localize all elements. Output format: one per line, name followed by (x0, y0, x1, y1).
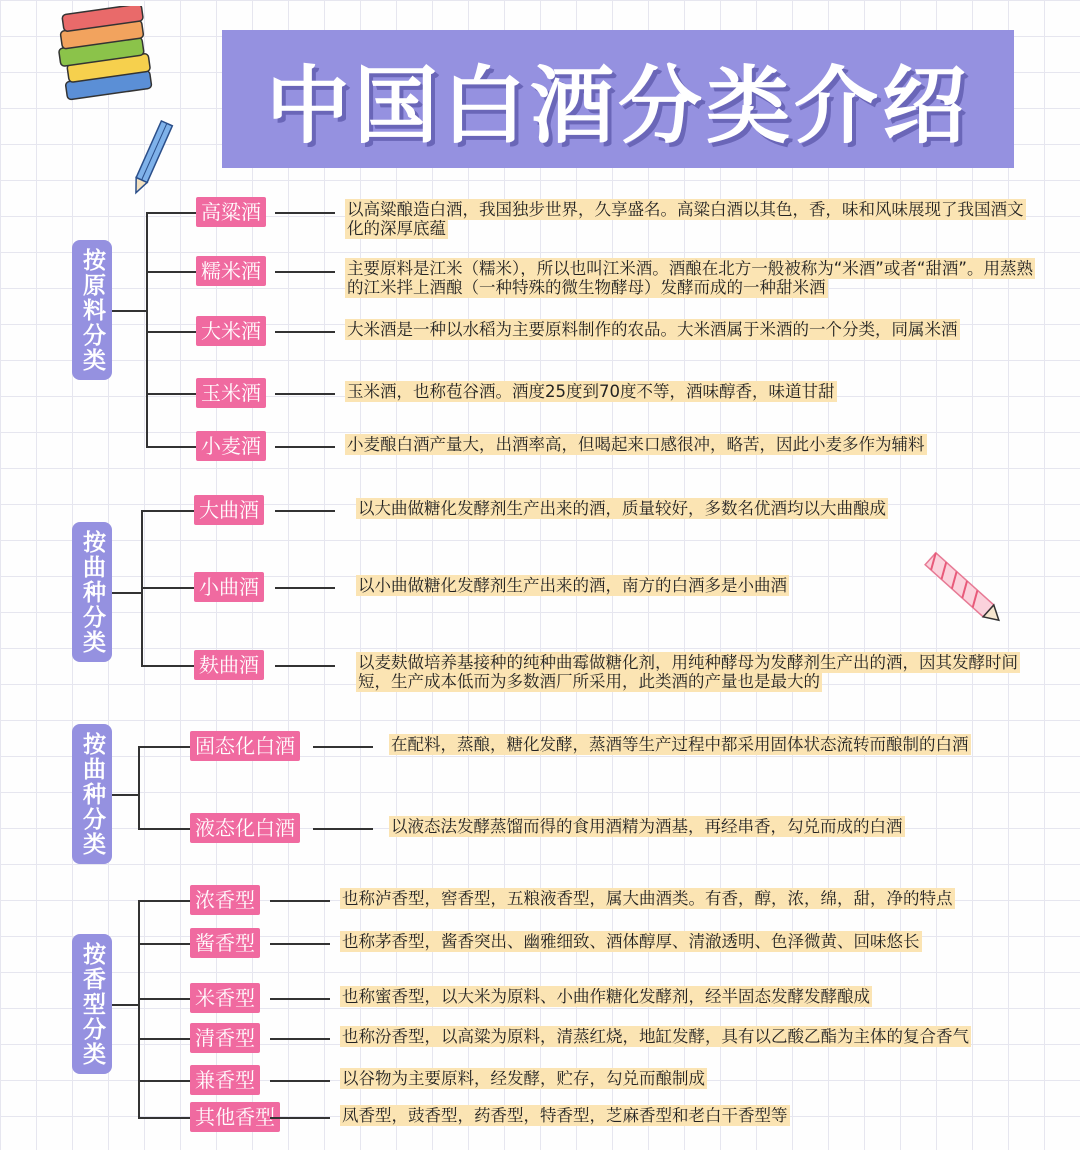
connector-line (138, 943, 190, 945)
type-description (389, 735, 1029, 754)
connector-line (138, 1080, 190, 1082)
type-description (340, 889, 1030, 908)
connector-line (270, 900, 330, 902)
description-text: 小麦酿白酒产量大，出酒率高，但喝起来口感很冲，略苦，因此小麦多作为辅料 (347, 435, 925, 454)
description-text: 也称茅香型，酱香突出、幽雅细致、酒体醇厚、清澈透明、色泽微黄、回味悠长 (342, 932, 920, 951)
description-text: 大米酒是一种以水稻为主要原料制作的农品。大米酒属于米酒的一个分类，同属米酒 (347, 320, 958, 339)
connector-line (146, 212, 196, 214)
type-description (345, 259, 1035, 297)
type-description (345, 435, 1035, 454)
type-label: 清香型 (190, 1023, 260, 1053)
type-description (345, 320, 1035, 339)
connector-line (275, 331, 335, 333)
books-icon (52, 6, 162, 106)
connector-line (275, 665, 335, 667)
type-label: 其他香型 (190, 1102, 280, 1132)
description-text: 玉米酒，也称苞谷酒。酒度25度到70度不等，酒味醇香，味道甘甜 (347, 382, 835, 401)
type-label: 小曲酒 (194, 572, 264, 602)
connector-line (146, 331, 196, 333)
description-text: 以麦麸做培养基接种的纯种曲霉做糖化剂，用纯种酵母为发酵剂生产出的酒，因其发酵时间短，生产成本低而为多数酒厂所采用，此类酒的产量也是最大的 (358, 653, 1018, 691)
connector-line (146, 393, 196, 395)
type-description (389, 817, 1029, 836)
connector-line (138, 998, 190, 1000)
type-label: 酱香型 (190, 928, 260, 958)
description-text: 凤香型，豉香型，药香型，特香型，芝麻香型和老白干香型等 (342, 1106, 788, 1125)
description-text: 以高粱酿造白酒，我国独步世界，久享盛名。高粱白酒以其色，香，味和风味展现了我国酒文化的深厚底蕴 (347, 200, 1024, 238)
type-description (340, 987, 1030, 1006)
connector-line (138, 828, 190, 830)
bracket-line (138, 900, 140, 1117)
pencil-icon (126, 118, 176, 200)
description-text: 以谷物为主要原料，经发酵，贮存，勾兑而酿制成 (342, 1069, 705, 1088)
connector-line (270, 943, 330, 945)
connector-line (275, 393, 335, 395)
type-label: 高粱酒 (196, 197, 266, 227)
type-label: 玉米酒 (196, 378, 266, 408)
connector-line (112, 310, 146, 312)
page-title: 中国白酒分类介绍 (265, 56, 970, 155)
connector-line (146, 271, 196, 273)
connector-line (313, 828, 373, 830)
type-label: 固态化白酒 (190, 731, 300, 761)
type-description (340, 932, 1030, 951)
category-box: 按曲种分类 (72, 724, 112, 864)
connector-line (138, 900, 190, 902)
connector-line (141, 665, 194, 667)
type-description (345, 382, 1035, 401)
connector-line (313, 746, 373, 748)
connector-line (270, 1080, 330, 1082)
type-label: 糯米酒 (196, 256, 266, 286)
type-label: 浓香型 (190, 885, 260, 915)
category-box: 按曲种分类 (72, 522, 112, 662)
type-description (356, 653, 1036, 691)
connector-line (141, 587, 194, 589)
type-label: 大曲酒 (194, 495, 264, 525)
connector-line (275, 510, 335, 512)
bracket-line (146, 212, 148, 446)
description-text: 也称汾香型，以高粱为原料，清蒸红烧，地缸发酵，具有以乙酸乙酯为主体的复合香气 (342, 1027, 969, 1046)
type-label: 米香型 (190, 983, 260, 1013)
description-text: 以大曲做糖化发酵剂生产出来的酒，质量较好，多数名优酒均以大曲酿成 (358, 499, 886, 518)
connector-line (138, 1117, 190, 1119)
category-box: 按原料分类 (72, 240, 112, 380)
description-text: 在配料，蒸酿，糖化发酵，蒸酒等生产过程中都采用固体状态流转而酿制的白酒 (391, 735, 969, 754)
type-label: 兼香型 (190, 1065, 260, 1095)
description-text: 以小曲做糖化发酵剂生产出来的酒，南方的白酒多是小曲酒 (358, 576, 787, 595)
bracket-line (138, 746, 140, 828)
type-label: 液态化白酒 (190, 813, 300, 843)
type-description (340, 1027, 1030, 1046)
connector-line (275, 587, 335, 589)
connector-line (112, 592, 141, 594)
type-description (345, 200, 1035, 238)
connector-line (141, 510, 194, 512)
connector-line (275, 271, 335, 273)
type-label: 大米酒 (196, 316, 266, 346)
category-box: 按香型分类 (72, 934, 112, 1074)
description-text: 以液态法发酵蒸馏而得的食用酒精为酒基，再经串香，勾兑而成的白酒 (391, 817, 903, 836)
type-description (340, 1106, 1030, 1125)
type-label: 麸曲酒 (194, 650, 264, 680)
description-text: 主要原料是江米（糯米），所以也叫江米酒。酒酿在北方一般被称为“米酒”或者“甜酒”。用蒸熟的江米拌上酒酿（一种特殊的微生物酵母）发酵而成的一种甜米酒 (347, 259, 1033, 297)
connector-line (270, 1038, 330, 1040)
connector-line (138, 746, 190, 748)
description-text: 也称蜜香型，以大米为原料、小曲作糖化发酵剂，经半固态发酵发酵酿成 (342, 987, 870, 1006)
connector-line (138, 1038, 190, 1040)
connector-line (275, 446, 335, 448)
connector-line (112, 1004, 138, 1006)
type-description (356, 499, 1036, 518)
connector-line (270, 998, 330, 1000)
connector-line (112, 794, 138, 796)
connector-line (275, 212, 335, 214)
connector-line (270, 1117, 330, 1119)
title-banner (222, 30, 1014, 168)
description-text: 也称泸香型，窖香型，五粮液香型，属大曲酒类。有香，醇，浓，绵，甜，净的特点 (342, 889, 953, 908)
type-label: 小麦酒 (196, 431, 266, 461)
type-description (340, 1069, 1030, 1088)
type-description (356, 576, 1036, 595)
connector-line (146, 446, 196, 448)
